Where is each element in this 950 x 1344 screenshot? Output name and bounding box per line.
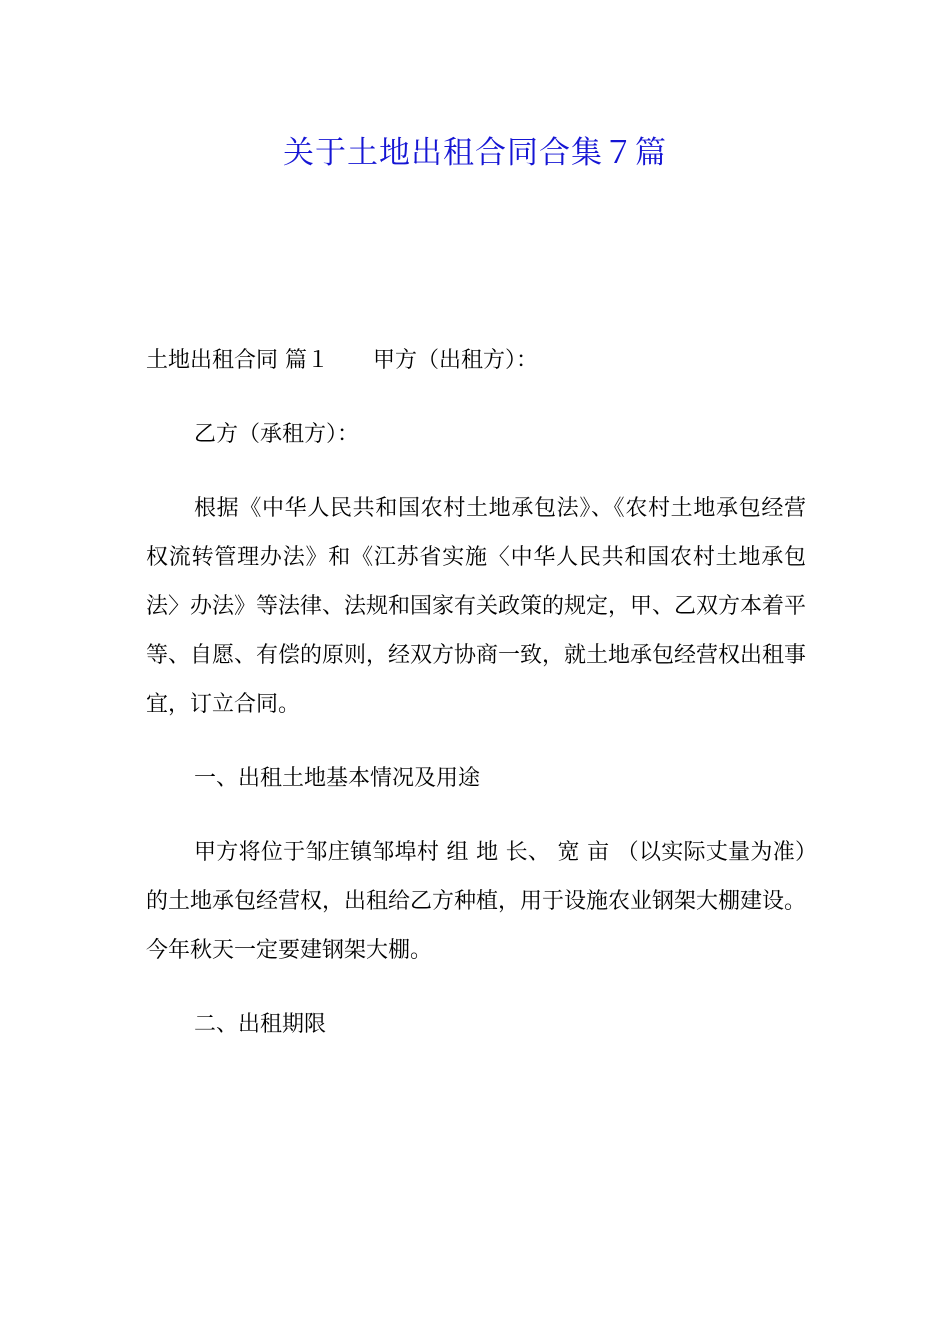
section-heading-1: 一、出租土地基本情况及用途 [194,766,481,791]
section-heading-2: 二、出租期限 [194,1012,327,1037]
intro-paragraph: 根据《中华人民共和国农村土地承包法》、《农村土地承包经营权流转管理办法》和《江苏省实施〈中华人民共和国农村土地承包法〉办法》等法律、法规和国家有关政策的规定，甲、乙双方本着平等、自愿、有偿的原则，经双方协商一致，就土地承包经营权出租事宜，订立合同。 [146,496,807,717]
contract-heading: 土地出租合同 篇１ [146,348,329,373]
document-title: 关于土地出租合同合集７篇 [283,135,667,171]
party-a-label: 甲方（出租方）： [373,348,539,373]
contract-heading-line [146,336,806,385]
section-1-paragraph: 甲方将位于邹庄镇邹埠村 组 地 长、 宽 亩 （以实际丈量为准）的土地承包经营权，出租给乙方种植，用于设施农业钢架大棚建设。今年秋天一定要建钢架大棚。 [146,840,807,963]
party-b-label: 乙方（承租方）： [194,422,360,447]
document-body [146,336,806,1074]
